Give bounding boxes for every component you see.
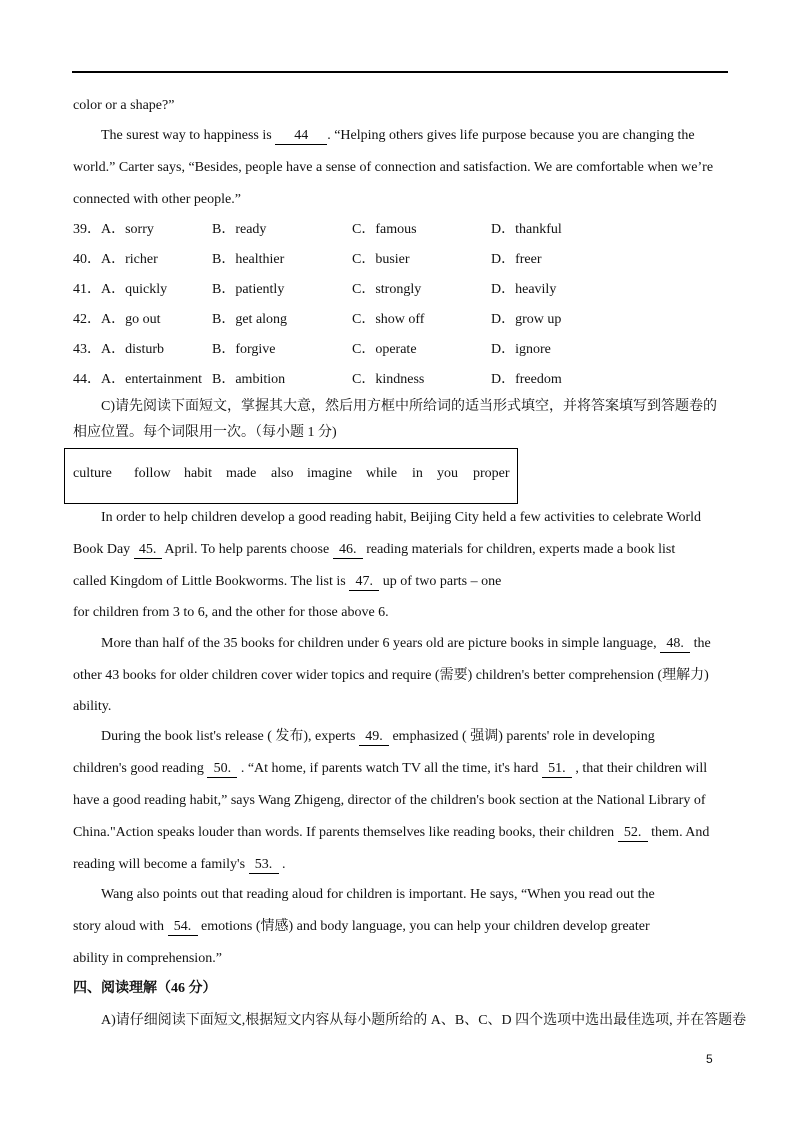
question-number: 39．: [73, 222, 101, 237]
answer-blank: 51.: [542, 761, 572, 778]
passage-text: ability in comprehension.”: [73, 951, 222, 966]
option-d: D．freer: [491, 252, 542, 267]
answer-blank: 45.: [134, 542, 162, 559]
answer-blank: 53.: [249, 857, 279, 874]
page-number: 5: [706, 1052, 713, 1066]
word-bank-item: follow: [134, 466, 171, 481]
passage-text: The surest way to happiness is 44 . “Helping others gives life purpose because you are changing the: [101, 128, 695, 143]
option-a: A．entertainment: [101, 372, 203, 387]
passage-text: children's good reading 50. . “At home, if parents watch TV all the time, it's hard 51. , that their children will: [73, 761, 708, 776]
answer-blank: 44: [275, 128, 327, 145]
option-b: B．patiently: [212, 282, 285, 297]
question-number: 43．: [73, 342, 101, 357]
section-c-instruction: C)请先阅读下面短文，掌握其大意，然后用方框中所给词的适当形式填空，并将答案填写到答题卷的: [101, 399, 717, 414]
passage-text: called Kingdom of Little Bookworms. The list is 47. up of two parts – one: [73, 574, 502, 589]
option-c: C．show off: [352, 312, 425, 327]
question-number: 41．: [73, 282, 101, 297]
option-a: A．go out: [101, 312, 161, 327]
option-a: A．disturb: [101, 342, 164, 357]
option-b: B．ambition: [212, 372, 286, 387]
passage-text: other 43 books for older children cover wider topics and require (需要) children's better comprehension (理解力): [73, 668, 709, 683]
option-a: A．richer: [101, 252, 158, 267]
option-d: D．thankful: [491, 222, 562, 237]
passage-text: connected with other people.”: [73, 192, 241, 207]
passage-text: ability.: [73, 699, 112, 714]
word-bank-item: in: [412, 466, 423, 481]
option-c: C．kindness: [352, 372, 425, 387]
word-bank-item: habit: [184, 466, 212, 481]
option-d: D．grow up: [491, 312, 562, 327]
option-b: B．forgive: [212, 342, 276, 357]
passage-text: story aloud with 54. emotions (情感) and body language, you can help your children develop greater: [73, 919, 650, 934]
header-rule: [72, 71, 728, 73]
option-d: D．freedom: [491, 372, 562, 387]
answer-blank: 46.: [333, 542, 363, 559]
passage-text: More than half of the 35 books for children under 6 years old are picture books in simple language, 48. the: [101, 636, 711, 651]
answer-blank: 47.: [349, 574, 379, 591]
option-b: B．get along: [212, 312, 288, 327]
word-bank-item: also: [271, 466, 294, 481]
word-bank-item: made: [226, 466, 257, 481]
question-number: 40．: [73, 252, 101, 267]
option-c: C．strongly: [352, 282, 422, 297]
option-c: C．famous: [352, 222, 417, 237]
passage-text: world.” Carter says, “Besides, people have a sense of connection and satisfaction. We are comfortable when we’re: [73, 160, 714, 175]
passage-text: China."Action speaks louder than words. If parents themselves like reading books, their children 52. them. And: [73, 825, 710, 840]
option-a: A．sorry: [101, 222, 154, 237]
passage-text: Wang also points out that reading aloud for children is important. He says, “When you read out the: [101, 887, 655, 902]
word-bank-item: you: [437, 466, 458, 481]
section-c-instruction: 相应位置。每个词限用一次。（每小题 1 分): [73, 425, 337, 440]
question-number: 44．: [73, 372, 101, 387]
word-bank-item: culture: [73, 466, 112, 481]
passage-text: reading will become a family's 53. .: [73, 857, 286, 872]
passage-text: Book Day 45. April. To help parents choose 46. reading materials for children, experts made a book list: [73, 542, 676, 557]
passage-text: color or a shape?”: [73, 98, 175, 113]
word-bank-item: imagine: [307, 466, 353, 481]
option-b: B．ready: [212, 222, 267, 237]
option-d: D．heavily: [491, 282, 557, 297]
answer-blank: 49.: [359, 729, 389, 746]
question-number: 42．: [73, 312, 101, 327]
answer-blank: 50.: [207, 761, 237, 778]
section-instruction: A)请仔细阅读下面短文,根据短文内容从每小题所给的 A、B、C、D 四个选项中选出最佳选项, 并在答题卷: [101, 1013, 747, 1028]
option-c: C．operate: [352, 342, 417, 357]
option-b: B．healthier: [212, 252, 285, 267]
passage-text: for children from 3 to 6, and the other for those above 6.: [73, 605, 389, 620]
option-d: D．ignore: [491, 342, 551, 357]
option-c: C．busier: [352, 252, 410, 267]
passage-text: During the book list's release ( 发布), experts 49. emphasized ( 强调) parents' role in developing: [101, 729, 655, 744]
word-bank-item: while: [366, 466, 398, 481]
option-a: A．quickly: [101, 282, 168, 297]
answer-blank: 52.: [618, 825, 648, 842]
answer-blank: 54.: [168, 919, 198, 936]
passage-text: have a good reading habit,” says Wang Zhigeng, director of the children's book section at the National Library of: [73, 793, 706, 808]
passage-text: In order to help children develop a good reading habit, Beijing City held a few activities to celebrate World: [101, 510, 702, 525]
answer-blank: 48.: [660, 636, 690, 653]
word-bank-item: proper: [473, 466, 510, 481]
section-heading: 四、阅读理解（46 分）: [73, 981, 217, 996]
